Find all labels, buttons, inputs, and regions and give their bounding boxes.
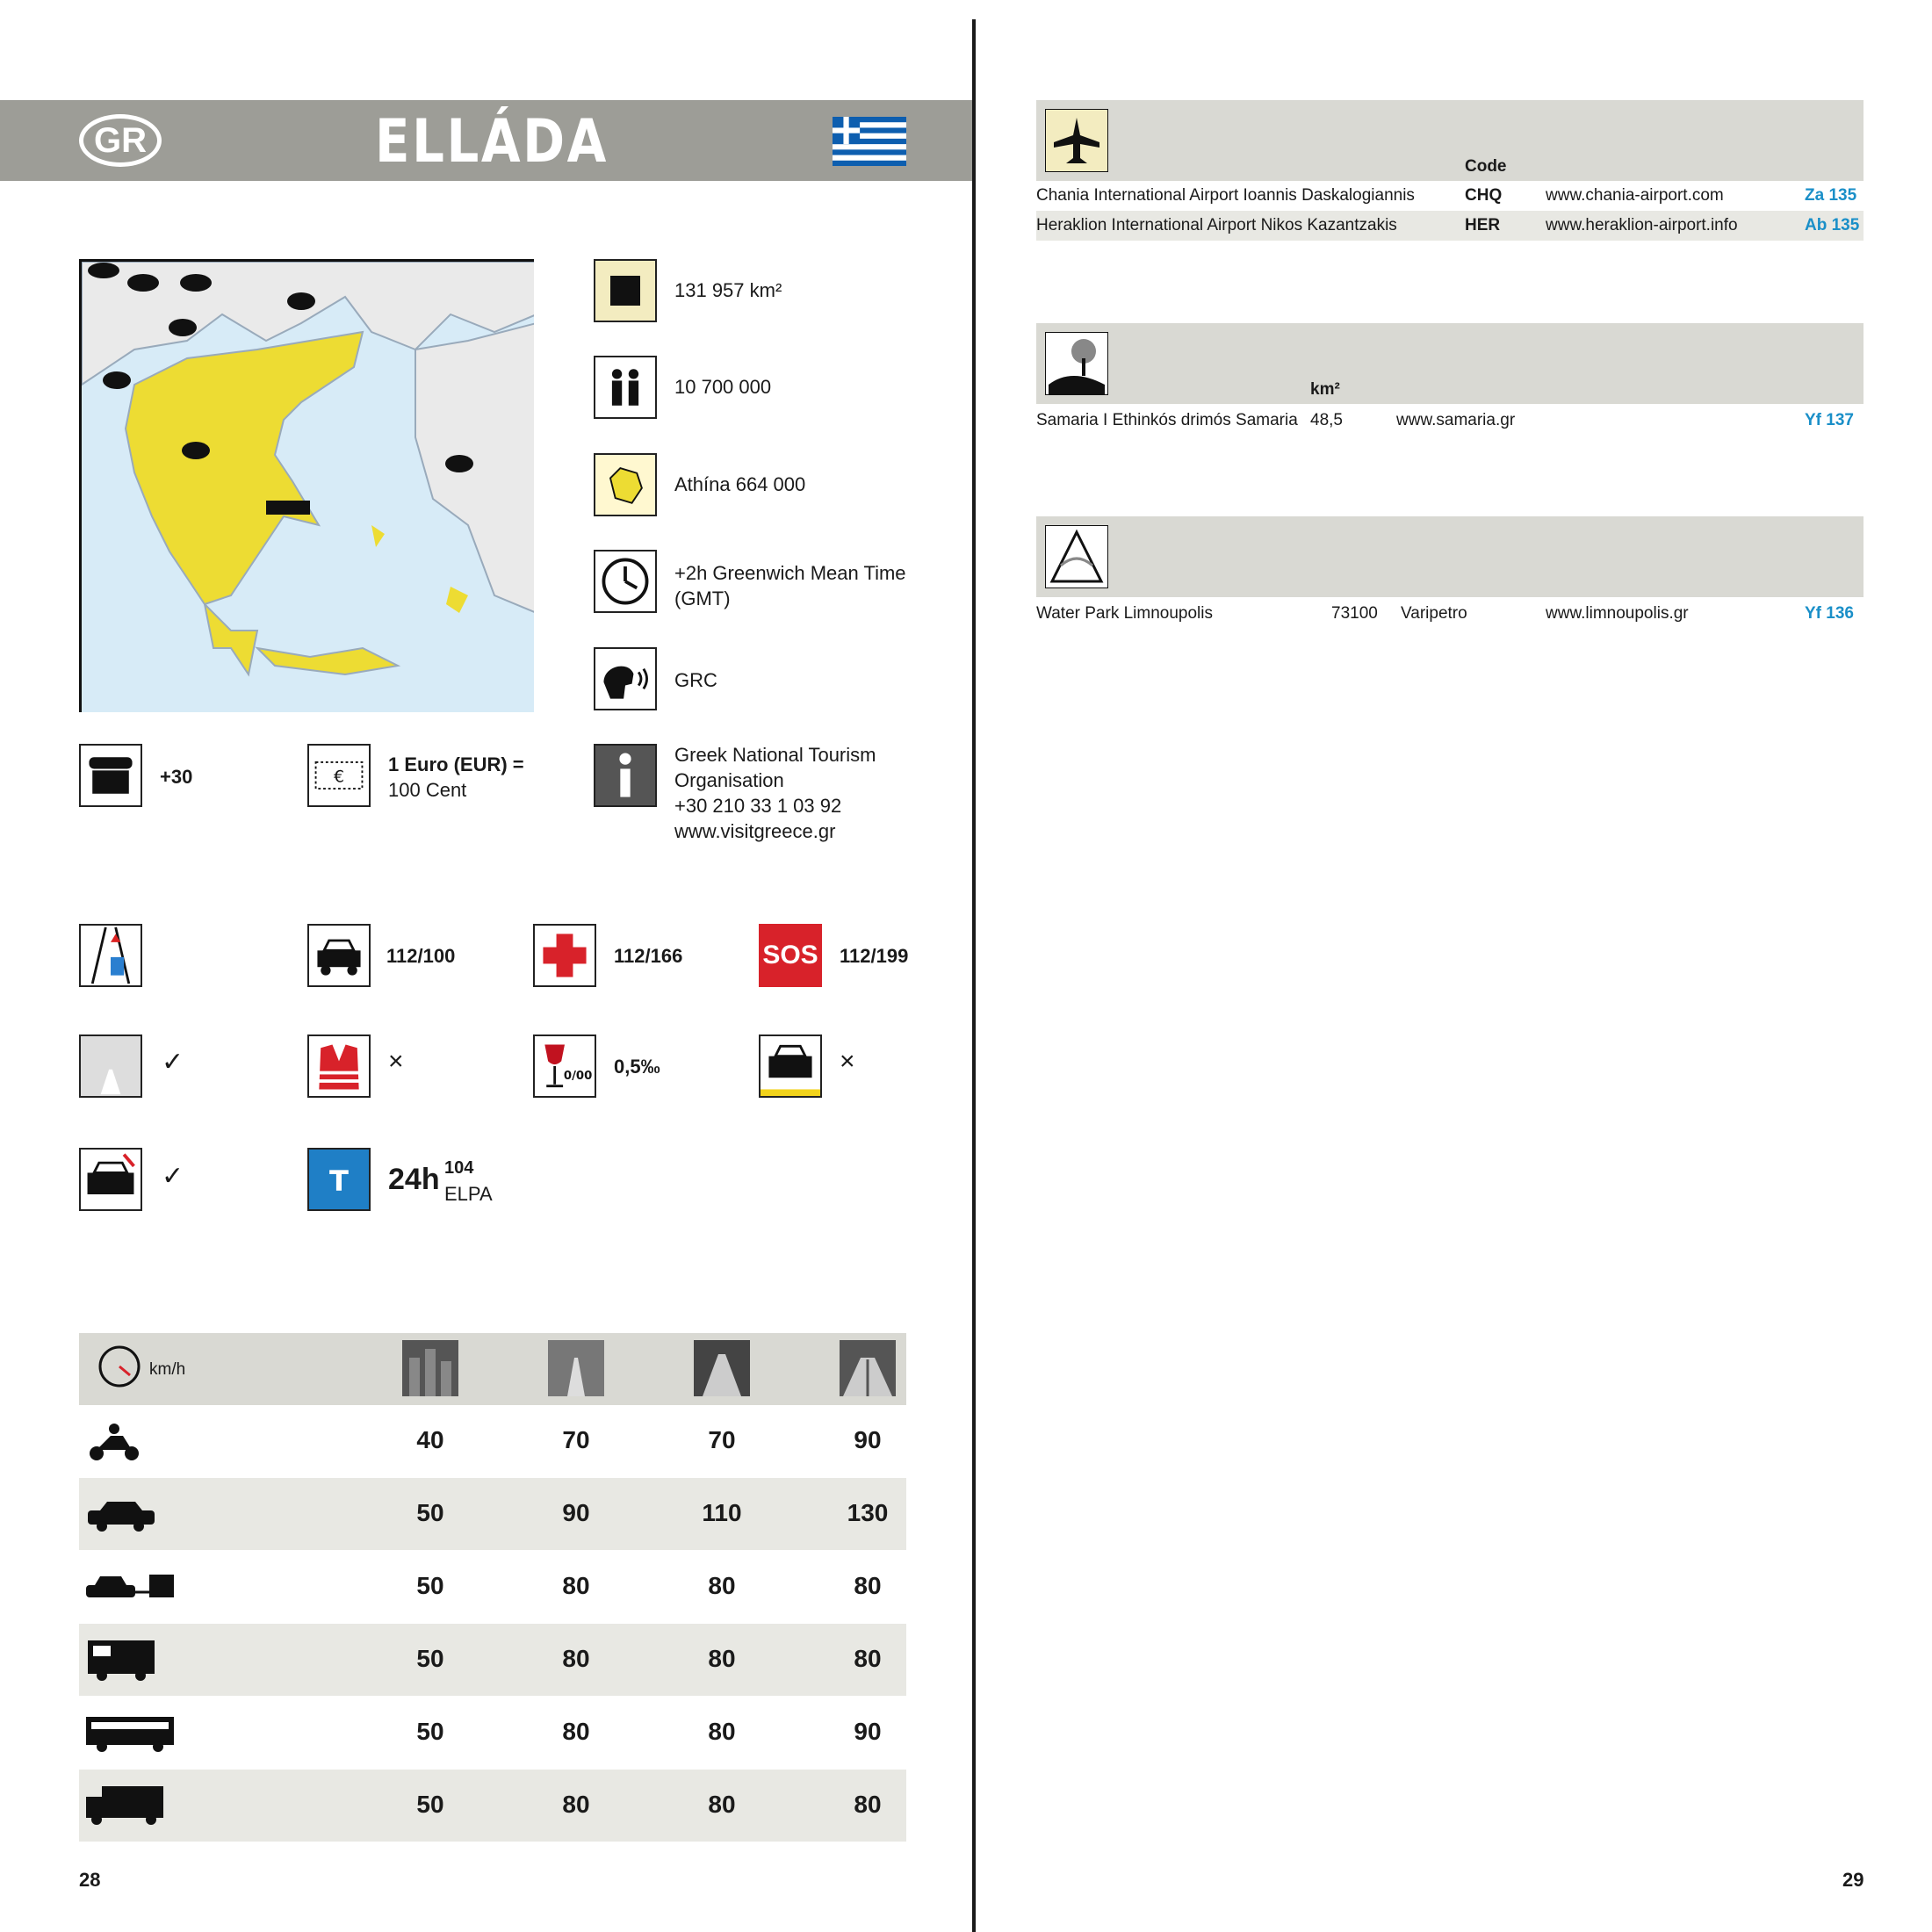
headlights-icon [759, 1034, 822, 1098]
speed-limit-value: 80 [854, 1572, 882, 1599]
airport-code-header: Code [1465, 157, 1507, 176]
built-up-area-icon [402, 1340, 458, 1396]
police-number: 112/100 [386, 945, 456, 967]
park-map-ref[interactable]: Yf 137 [1805, 411, 1854, 429]
speed-limit-value: 70 [708, 1426, 736, 1453]
clock-icon [594, 550, 657, 613]
tourism-phone: +30 210 33 1 03 92 [674, 795, 842, 817]
airports-header-bar [1036, 100, 1864, 181]
breakdown-number: 104 [444, 1158, 474, 1178]
airport-url[interactable]: www.chania-airport.com [1546, 186, 1724, 205]
waterpark-place: Varipetro [1401, 604, 1467, 623]
language-icon [594, 647, 657, 710]
camper-icon [84, 1637, 176, 1683]
alcohol-limit: 0,5‰ [614, 1056, 660, 1078]
airport-name: Heraklion International Airport Nikos Kazantzakis [1036, 216, 1397, 234]
speed-row-shade [79, 1770, 906, 1842]
speed-limit-value: 40 [416, 1426, 444, 1453]
airport-code: HER [1465, 216, 1501, 234]
greece-map-icon [82, 262, 534, 712]
speed-limit-value: 50 [416, 1718, 444, 1745]
speed-limit-value: 80 [708, 1645, 736, 1672]
national-park-icon [1045, 332, 1108, 395]
waterpark-zip: 73100 [1331, 604, 1378, 623]
airport-map-ref[interactable]: Ab 135 [1805, 216, 1860, 234]
speed-limit-value: 130 [847, 1499, 889, 1526]
vignette-status: ✓ [162, 1048, 184, 1077]
speed-limit-value: 80 [562, 1718, 590, 1745]
alcohol-icon-label: 0/00 [563, 1070, 593, 1084]
sos-number: 112/199 [840, 945, 909, 967]
speed-limit-value: 80 [708, 1572, 736, 1599]
speedometer-icon [97, 1344, 142, 1389]
airport-row [1036, 211, 1864, 241]
timezone-line1: +2h Greenwich Mean Time [674, 562, 906, 584]
timezone-line2: (GMT) [674, 588, 731, 609]
park-area: 48,5 [1310, 411, 1343, 429]
lane-rule-icon [79, 924, 142, 987]
parks-header-bar [1036, 323, 1864, 404]
svg-text:T: T [329, 1164, 349, 1199]
currency-line2: 100 Cent [388, 779, 467, 801]
speed-limit-value: 80 [562, 1645, 590, 1672]
svg-text:€: € [333, 767, 345, 787]
sos-icon: SOS [759, 924, 822, 987]
airport-name: Chania International Airport Ioannis Daskalogiannis [1036, 186, 1415, 205]
language-value: GRC [674, 669, 717, 691]
speed-limit-value: 80 [854, 1645, 882, 1672]
first-aid-kit-icon [79, 1148, 142, 1211]
expressway-icon [694, 1340, 750, 1396]
airport-map-ref[interactable]: Za 135 [1805, 186, 1857, 205]
phone-code: +30 [160, 766, 193, 788]
speed-limit-value: 110 [702, 1499, 742, 1526]
headlights-status: × [840, 1047, 855, 1076]
speed-limit-value: 50 [416, 1645, 444, 1672]
breakdown-24h: 24h [388, 1163, 440, 1196]
bus-icon [84, 1710, 176, 1755]
area-icon [594, 259, 657, 322]
population-icon [594, 356, 657, 419]
waterpark-row [1036, 599, 1864, 629]
area-value: 131 957 km² [674, 279, 782, 301]
speed-limit-value: 80 [562, 1572, 590, 1599]
speed-unit: km/h [149, 1360, 186, 1379]
first-aid-kit-status: ✓ [162, 1162, 184, 1191]
waterpark-name: Water Park Limnoupolis [1036, 604, 1213, 623]
capital-value: Athína 664 000 [674, 473, 806, 495]
park-url[interactable]: www.samaria.gr [1396, 411, 1516, 429]
car-with-trailer-icon [84, 1564, 176, 1610]
speed-limit-value: 80 [854, 1791, 882, 1818]
airport-row [1036, 181, 1864, 211]
speed-limit-value: 70 [562, 1426, 590, 1453]
safety-vest-status: × [388, 1047, 404, 1076]
breakdown-service-icon [307, 1148, 371, 1211]
speed-limit-value: 90 [854, 1718, 882, 1745]
park-name: Samaria I Ethinkós drimós Samaria [1036, 411, 1298, 429]
speed-limit-value: 80 [708, 1791, 736, 1818]
country-code-badge: GR [79, 114, 162, 167]
speed-limit-value: 50 [416, 1572, 444, 1599]
airport-url[interactable]: www.heraklion-airport.info [1546, 216, 1738, 234]
tourism-line1: Greek National Tourism [674, 744, 876, 766]
airplane-icon [1045, 109, 1108, 172]
speed-row-shade [79, 1478, 906, 1550]
car-icon [84, 1491, 176, 1537]
waterpark-map-ref[interactable]: Yf 136 [1805, 604, 1854, 623]
airport-code: CHQ [1465, 186, 1503, 205]
safety-vest-icon [307, 1034, 371, 1098]
greek-flag-icon [833, 116, 906, 167]
tourism-website[interactable]: www.visitgreece.gr [674, 820, 836, 842]
water-park-icon [1045, 525, 1108, 588]
breakdown-org: ELPA [444, 1183, 493, 1205]
motorway-icon [840, 1340, 896, 1396]
ambulance-number: 112/166 [614, 945, 683, 967]
speed-table-header [79, 1333, 906, 1405]
waterpark-url[interactable]: www.limnoupolis.gr [1546, 604, 1689, 623]
info-icon [594, 744, 657, 807]
currency-icon [307, 744, 371, 807]
currency-line1: 1 Euro (EUR) = [388, 753, 524, 775]
country-map [79, 259, 534, 712]
tourism-line2: Organisation [674, 769, 784, 791]
phone-icon [79, 744, 142, 807]
police-car-icon [307, 924, 371, 987]
park-row [1036, 406, 1864, 436]
ambulance-cross-icon [533, 924, 596, 987]
country-road-icon [548, 1340, 604, 1396]
speed-limit-value: 50 [416, 1791, 444, 1818]
speed-limit-value: 90 [562, 1499, 590, 1526]
motorcycle-icon [84, 1418, 176, 1464]
page-number-right: 29 [1842, 1869, 1864, 1891]
population-value: 10 700 000 [674, 376, 772, 398]
truck-icon [84, 1783, 176, 1828]
speed-row-shade [79, 1624, 906, 1696]
speed-limit-value: 90 [854, 1426, 882, 1453]
page-title: ELLÁDA [375, 106, 609, 177]
speed-limit-value: 50 [416, 1499, 444, 1526]
page-number-left: 28 [79, 1869, 101, 1891]
speed-limit-value: 80 [562, 1791, 590, 1818]
vignette-icon [79, 1034, 142, 1098]
alcohol-icon [533, 1034, 596, 1098]
capital-icon [594, 453, 657, 516]
page-divider [972, 19, 976, 1932]
speed-limit-value: 80 [708, 1718, 736, 1745]
waterparks-header-bar [1036, 516, 1864, 597]
park-km-header: km² [1310, 380, 1340, 399]
